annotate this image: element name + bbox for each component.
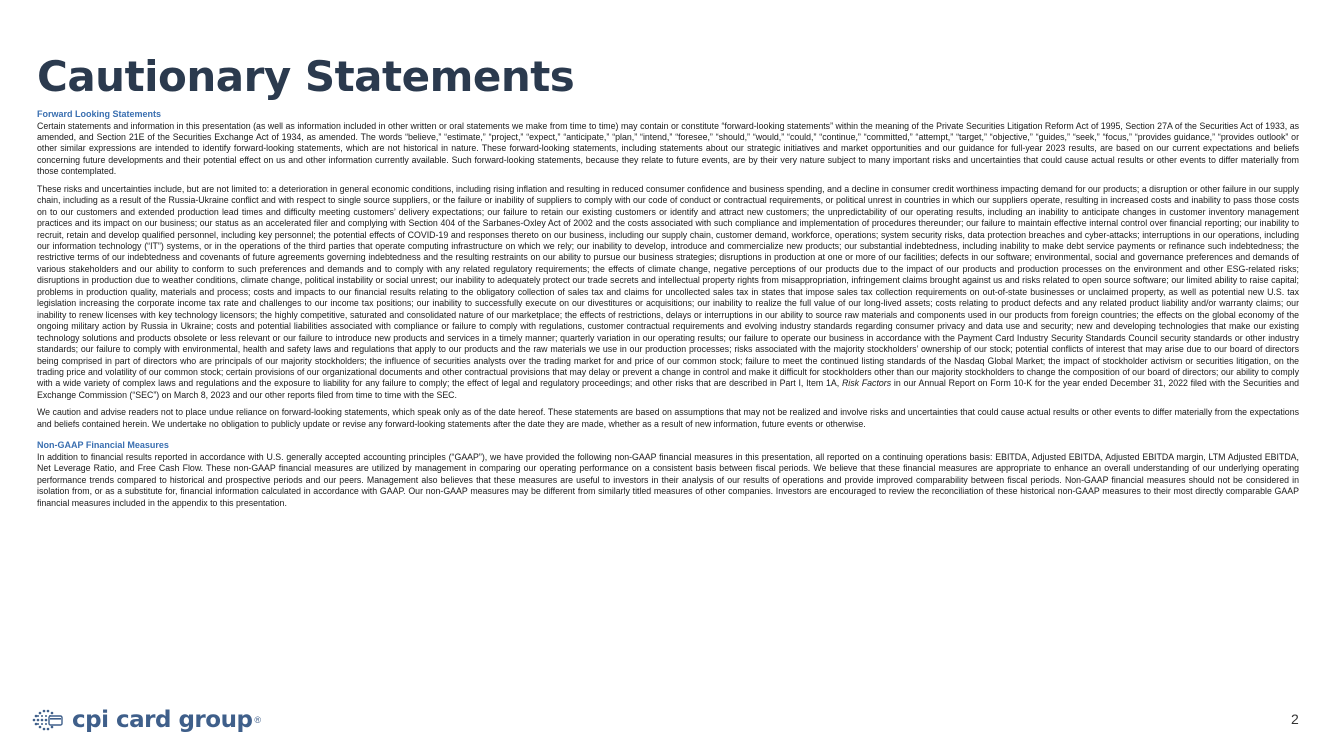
non-gaap-heading: Non-GAAP Financial Measures [37,440,169,451]
risk-factors-italic: Risk Factors [841,378,892,389]
risks-text: These risks and uncertainties include, but are not limited to: a deterioration in general economic conditions, including rising inflation and resulting in reduced consumer confidence and business spending, and a decline in consumer credit worthiness impacting demand for our products; a disruption or other failure in our supply chain, including as a result of the Russia-Ukraine conflict and with respect to single source suppliers, or the failure or inability of suppliers to comply with our code of conduct or contractual requirements, or political unrest in countries in which our suppliers operate, resulting in increased costs and inability to pass those costs on to our customers and extended production lead times and difficulty meeting customers’ delivery expectations; our failure to retain our existing customers or identify and attract new customers; the unpredictability of our operating results, including an inability to anticipate changes in customer inventory management practices and its impact on our business; our status as an accelerated filer and complying with Section 404 of the Sarbanes-Oxley Act of 2002 and the costs associated with such compliance and implementation of procedures thereunder; our failure to maintain effective internal control over financial reporting; our inability to recruit, retain and develop qualified personnel, including key personnel; the potential effects of COVID-19 and responses thereto on our business, including our supply chain, customer demand, workforce, operations; system security risks, data protection breaches and cyber-attacks; interruptions in our operations, including our information technology (“IT”) systems, or in the operations of the third parties that operate computing infrastructure on which we rely; our inability to develop, introduce and commercialize new products; our substantial indebtedness, including inability to make debt service payments or refinance such indebtedness; the restrictive terms of our indebtedness and covenants of future agreements governing indebtedness and the resulting restraints on our ability to pursue our business strategies; disruptions in production at one or more of our facilities; defects in our software; environmental, social and governance preferences and demands of various stakeholders and our ability to conform to such preferences and demands and to comply with any related regulatory requirements; the effects of climate change, negative perceptions of our products due to the impact of our products and production processes on the environment and other ESG-related risks; disruptions in production due to weather conditions, climate change, political instability or social unrest; our inability to adequately protect our trade secrets and intellectual property rights from misappropriation, infringement claims brought against us and risks related to open source software; our limited ability to raise capital; problems in production quality, materials and process; costs and impacts to our financial results relating to the obligatory collection of sales tax and claims for uncollected sales tax in states that impose sales tax collection requirements on out-of-state businesses or unclaimed property, as well as potential new U.S. tax legislation increasing the corporate income tax rate and challenges to our income tax positions; our inability to successfully execute on our divestitures or acquisitions; our inability to realize the full value of our long-lived assets; costs relating to product defects and any related product liability and/or warranty claims; our inability to renew licenses with key technology licensors; the highly competitive, saturated and consolidated nature of our marketplace; the effects of restrictions, delays or interruptions in our ability to source raw materials and components used in our products from foreign countries; the effects on the global economy of the ongoing military action by Russia in Ukraine; costs and potential liabilities associated with compliance or failure to comply with regulations, customer contractual requirements and evolving industry standards regarding consumer privacy and data use and security; new and developing technologies that make our existing technology solutions and products obsolete or less relevant or our failure to introduce new products and services in a timely manner; quarterly variation in our operating results; our failure to operate our business in accordance with the Payment Card Industry Security Standards Council security standards or other industry standards; our failure to comply with environmental, health and safety laws and regulations that apply to our products and the raw materials we use in our production processes; risks associated with the majority stockholders’ ownership of our stock; potential conflicts of interest that may arise due to our board of directors being comprised in part of directors who are principals of our majority stockholders; the influence of securities analysts over the trading market for and price of our common stock; failure to meet the continued listing standards of the Nasdaq Global Market; the impact of stockholder activism or securities litigation, on the trading price and volatility of our common stock; certain provisions of our organizational documents and other contractual provisions that may delay or prevent a change in control and make it difficult for stockholders other than our majority stockholders to change the composition of our board of directors; our ability to comply with a wide variety of complex laws and regulations and the exposure to liability for any failure to comply; the effect of legal and regulatory proceedings; and other risks that are described in Part I, Item 1A, [37,183,1299,389]
company-logo [30,705,261,735]
risks-text-end: in our Annual Report on Form 10-K for the year ended December 31, 2022 filed with the Securities and Exchange Commission (“SEC”) on March 8, 2023 and our other reports filed from time to time with the SEC. [37,378,1299,400]
registered-mark: ® [254,715,262,725]
card-globe-icon [30,707,64,733]
forward-looking-paragraph-3: We caution and advise readers not to place undue reliance on forward-looking statements, which speak only as of the date hereof. These statements are based on assumptions that may not be realized and involve risks and uncertainties that could cause actual results or other events to differ materially from the expectations and beliefs contained herein. We undertake no obligation to publicly update or revise any forward-looking statements after the date they are made, whether as a result of new information, future events or otherwise. [37,407,1299,429]
page-title: Cautionary Statements [37,52,575,101]
non-gaap-paragraph: In addition to financial results reported in accordance with U.S. generally accepted accounting principles (“GAAP”), we have provided the following non-GAAP financial measures in this presentation, all reported on a continuing operations basis: EBITDA, Adjusted EBITDA, Adjusted EBITDA margin, LTM Adjusted EBITDA, Net Leverage Ratio, and Free Cash Flow. These non-GAAP financial measures are utilized by management in comparing our operating performance on a consistent basis between fiscal periods. We believe that these financial measures are appropriate to enhance an overall understanding of our underlying operating performance trends compared to historical and prospective periods and our peers. Management also believes that these measures are useful to investors in their analysis of our results of operations and provide improved comparability between fiscal periods. Non-GAAP financial measures should not be considered in isolation from, or as a substitute for, financial information calculated in accordance with GAAP. Our non-GAAP measures may be different from similarly titled measures of other companies. Investors are encouraged to review the reconciliation of these historical non-GAAP measures to their most directly comparable GAAP financial measures included in the appendix to this presentation. [37,451,1299,508]
cautionary-content [37,109,1299,515]
forward-looking-paragraph-1: Certain statements and information in this presentation (as well as information included in other written or oral statements we make from time to time) may contain or constitute “forward-looking statements” within the meaning of the Private Securities Litigation Reform Act of 1995, Section 27A of the Securities Act of 1933, as amended, and Section 21E of the Securities Exchange Act of 1934, as amended. The words “believe,” “estimate,” “project,” “expect,” “anticipate,” “plan,” “intend,” “foresee,” “should,” “would,” “could,” “continue,” “committed,” “attempt,” “target,” “objective,” “guides,” “seek,” “focus,” “provides guidance,” “provides outlook” or other similar expressions are intended to identify forward-looking statements, which are not historical in nature. These forward-looking statements, including statements about our strategic initiatives and market opportunities and our guidance for full-year 2023 results, are based on our current expectations and beliefs concerning future developments and their potential effect on us and other information currently available. Such forward-looking statements, because they relate to future events, are by their very nature subject to many important risks and uncertainties that could cause actual results or other events to differ materially from those contemplated. [37,120,1299,177]
forward-looking-paragraph-2 [37,184,1299,402]
logo-text: cpi card group [72,707,253,733]
page-number: 2 [1291,711,1299,727]
forward-looking-heading: Forward Looking Statements [37,109,162,119]
